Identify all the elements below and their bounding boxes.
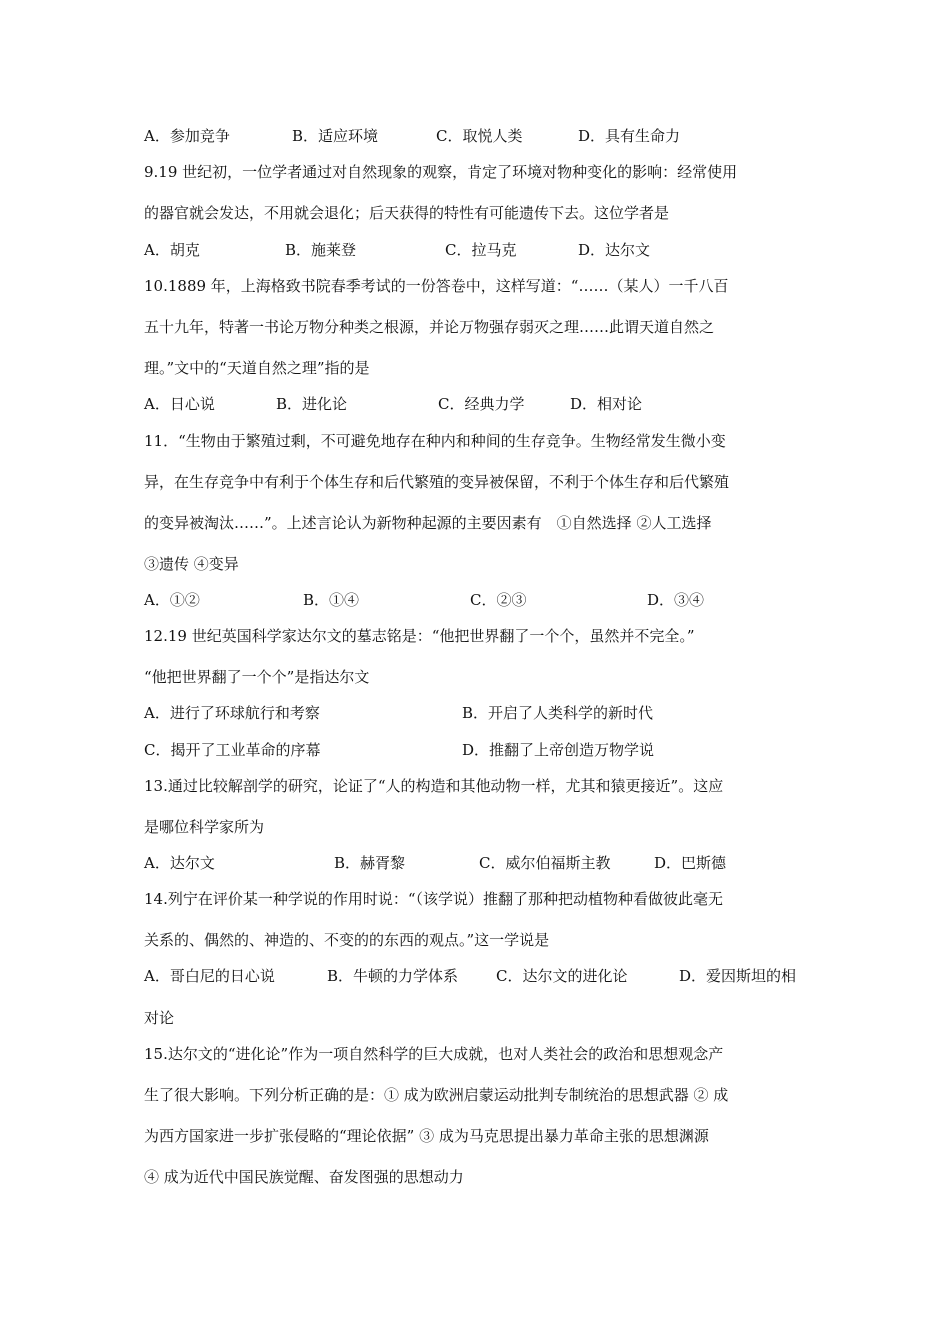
q14-option-c: C．达尔文的进化论: [496, 967, 628, 985]
q12-stem-line: “他把世界翻了一个个”是指达尔文: [144, 668, 370, 686]
q13-option-c: C．威尔伯福斯主教: [479, 854, 611, 872]
q10-option-c: C．经典力学: [438, 395, 525, 413]
q13-stem-line: 是哪位科学家所为: [144, 818, 265, 836]
q11-option-a: A．①②: [144, 591, 200, 609]
q11-stem-line: 的变异被淘汰……”。上述言论认为新物种起源的主要因素有 ①自然选择 ②人工选择: [144, 514, 712, 532]
q9-option-b: B．施莱登: [285, 241, 357, 259]
q9-option-c: C．拉马克: [445, 241, 517, 259]
q12-option-c: C．揭开了工业革命的序幕: [144, 741, 321, 759]
q11-stem-line: 异，在生存竞争中有利于个体生存和后代繁殖的变异被保留，不利于个体生存和后代繁殖: [144, 473, 730, 491]
q9-stem-line: 的器官就会发达，不用就会退化；后天获得的特性有可能遗传下去。这位学者是: [144, 204, 670, 222]
q13-option-d: D．巴斯德: [654, 854, 727, 872]
q10-stem-line: 10.1889 年，上海格致书院春季考试的一份答卷中，这样写道：“……（某人）一千八百: [144, 277, 729, 295]
q10-stem-line: 五十九年，特著一书论万物分种类之根源，并论万物强存弱灭之理……此谓天道自然之: [144, 318, 715, 336]
q12-stem-line: 12.19 世纪英国科学家达尔文的墓志铭是：“他把世界翻了一个个，虽然并不完全。”: [144, 627, 695, 645]
q15-stem-line: 为西方国家进一步扩张侵略的“理论依据” ③ 成为马克思提出暴力革命主张的思想渊源: [144, 1127, 709, 1145]
q8-option-d: D．具有生命力: [578, 127, 681, 145]
q10-option-b: B．进化论: [276, 395, 348, 413]
q8-option-c: C．取悦人类: [436, 127, 523, 145]
q9-option-d: D．达尔文: [578, 241, 651, 259]
q14-option-d-continuation: 对论: [144, 1009, 175, 1027]
q14-stem-line: 关系的、偶然的、神造的、不变的的东西的观点。”这一学说是: [144, 931, 550, 949]
q14-option-d: D．爱因斯坦的相: [679, 967, 797, 985]
q15-stem-line: 生了很大影响。下列分析正确的是：① 成为欧洲启蒙运动批判专制统治的思想武器 ② 成: [144, 1086, 729, 1104]
q9-option-a: A．胡克: [144, 241, 200, 259]
q11-option-d: D．③④: [647, 591, 705, 609]
q8-option-a: A．参加竞争: [144, 127, 230, 145]
q12-option-b: B．开启了人类科学的新时代: [462, 704, 654, 722]
q13-option-a: A．达尔文: [144, 854, 215, 872]
q14-option-b: B．牛顿的力学体系: [327, 967, 459, 985]
q12-option-a: A．进行了环球航行和考察: [144, 704, 320, 722]
q14-option-a: A．哥白尼的日心说: [144, 967, 275, 985]
q11-stem-line: 11．“生物由于繁殖过剩，不可避免地存在种内和种间的生存竞争。生物经常发生微小变: [144, 432, 726, 450]
q13-option-b: B．赫胥黎: [334, 854, 406, 872]
q9-stem-line: 9.19 世纪初，一位学者通过对自然现象的观察，肯定了环境对物种变化的影响：经常使用: [144, 163, 738, 181]
q12-option-d: D．推翻了上帝创造万物学说: [462, 741, 655, 759]
q11-stem-line: ③遗传 ④变异: [144, 555, 239, 573]
q11-option-c: C．②③: [470, 591, 527, 609]
q14-stem-line: 14.列宁在评价某一种学说的作用时说：“（该学说）推翻了那种把动植物种看做彼此毫无: [144, 890, 724, 908]
q10-option-a: A．日心说: [144, 395, 215, 413]
q15-stem-line: ④ 成为近代中国民族觉醒、奋发图强的思想动力: [144, 1168, 464, 1186]
q10-option-d: D．相对论: [570, 395, 643, 413]
q13-stem-line: 13.通过比较解剖学的研究，论证了“人的构造和其他动物一样，尤其和猿更接近”。这应: [144, 777, 724, 795]
q15-stem-line: 15.达尔文的“进化论”作为一项自然科学的巨大成就，也对人类社会的政治和思想观念产: [144, 1045, 724, 1063]
q10-stem-line: 理。”文中的“天道自然之理”指的是: [144, 359, 370, 377]
q8-option-b: B．适应环境: [292, 127, 379, 145]
q11-option-b: B．①④: [303, 591, 360, 609]
